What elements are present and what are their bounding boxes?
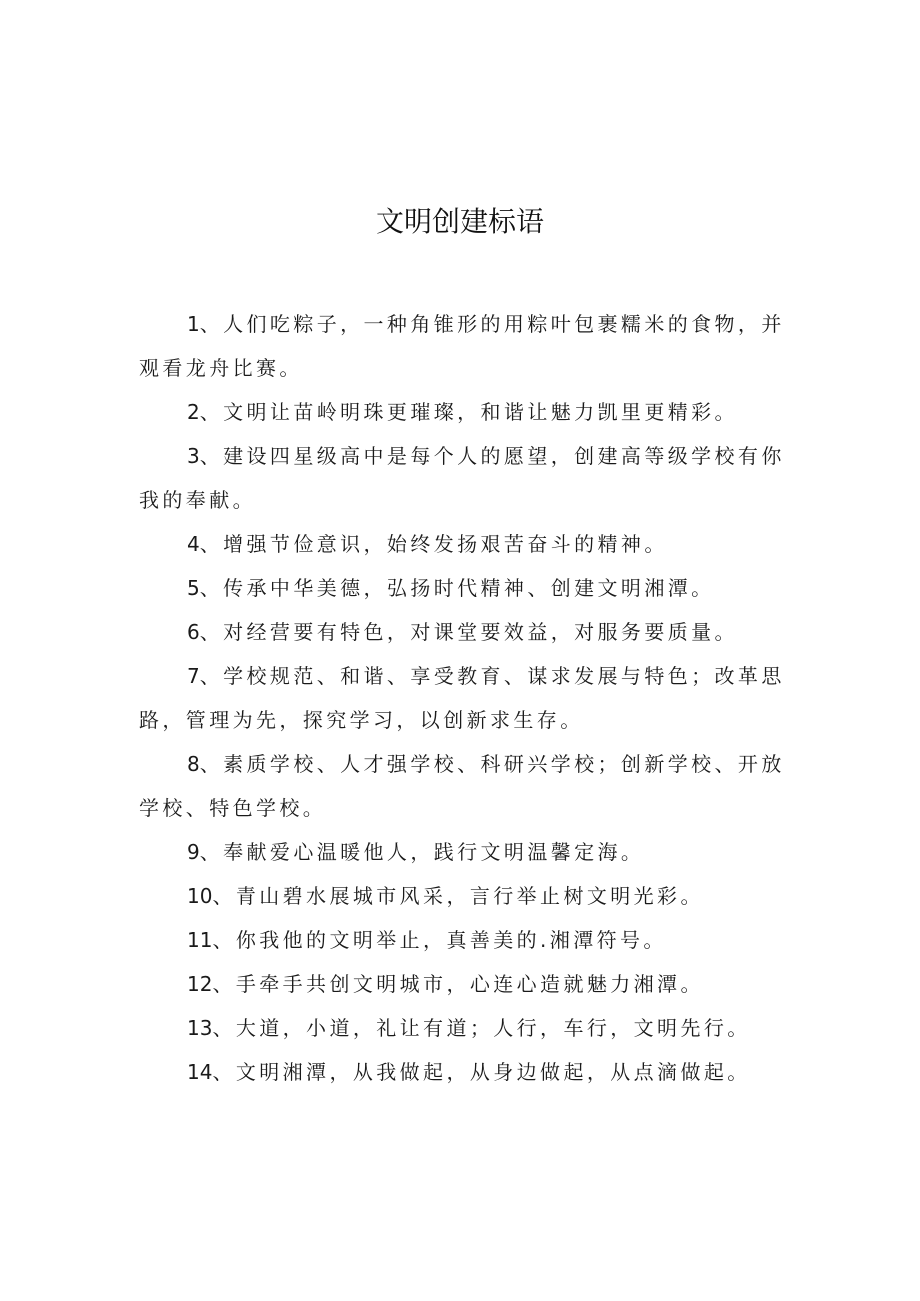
slogan-text: 、青山碧水展城市风采，言行举止树文明光彩。	[212, 884, 704, 908]
slogan-text: 、对经营要有特色，对课堂要效益，对服务要质量。	[199, 620, 738, 644]
slogan-text: 、传承中华美德，弘扬时代精神、创建文明湘潭。	[199, 576, 715, 600]
slogan-number: 2	[187, 400, 200, 424]
slogan-number: 9	[187, 840, 200, 864]
slogan-text: 、增强节俭意识，始终发扬艰苦奋斗的精神。	[199, 532, 668, 556]
slogan-item	[139, 830, 787, 874]
slogan-item	[139, 654, 787, 742]
slogan-text: 、素质学校、人才强学校、科研兴学校；创新学校、开放学校、特色学校。	[139, 752, 785, 820]
slogan-number: 6	[187, 620, 200, 644]
slogan-item	[139, 522, 787, 566]
slogan-number: 10	[187, 884, 213, 908]
slogan-number: 14	[187, 1060, 213, 1084]
slogan-item	[139, 610, 787, 654]
slogan-text: 、文明让苗岭明珠更璀璨，和谐让魅力凯里更精彩。	[199, 400, 738, 424]
slogan-text: 、建设四星级高中是每个人的愿望，创建高等级学校有你我的奉献。	[139, 444, 785, 512]
slogan-text: 、人们吃粽子，一种角锥形的用粽叶包裹糯米的食物，并观看龙舟比赛。	[139, 312, 785, 380]
slogan-number: 13	[187, 1016, 213, 1040]
slogan-number: 11	[187, 928, 213, 952]
slogan-text: 、奉献爱心温暖他人，践行文明温馨定海。	[199, 840, 645, 864]
slogan-item	[139, 962, 787, 1006]
document-title: 文明创建标语	[375, 205, 544, 238]
slogan-item	[139, 918, 787, 962]
slogan-text: 、文明湘潭，从我做起，从身边做起，从点滴做起。	[212, 1060, 751, 1084]
slogan-item	[139, 1006, 787, 1050]
slogan-number: 8	[187, 752, 200, 776]
slogan-text: 、你我他的文明举止，真善美的.湘潭符号。	[212, 928, 667, 952]
slogan-item	[139, 434, 787, 522]
slogan-list	[139, 302, 787, 1094]
slogan-number: 3	[187, 444, 200, 468]
slogan-item	[139, 874, 787, 918]
slogan-text: 、大道，小道，礼让有道；人行，车行，文明先行。	[212, 1016, 751, 1040]
slogan-item	[139, 566, 787, 610]
slogan-text: 、手牵手共创文明城市，心连心造就魅力湘潭。	[212, 972, 704, 996]
slogan-number: 4	[187, 532, 200, 556]
slogan-item	[139, 1050, 787, 1094]
slogan-item	[139, 742, 787, 830]
slogan-number: 12	[187, 972, 213, 996]
slogan-item	[139, 302, 787, 390]
slogan-item	[139, 390, 787, 434]
slogan-number: 1	[187, 312, 200, 336]
slogan-number: 7	[187, 664, 200, 688]
slogan-number: 5	[187, 576, 200, 600]
slogan-text: 、学校规范、和谐、享受教育、谋求发展与特色；改革思路，管理为先，探究学习，以创新求生存。	[139, 664, 785, 732]
